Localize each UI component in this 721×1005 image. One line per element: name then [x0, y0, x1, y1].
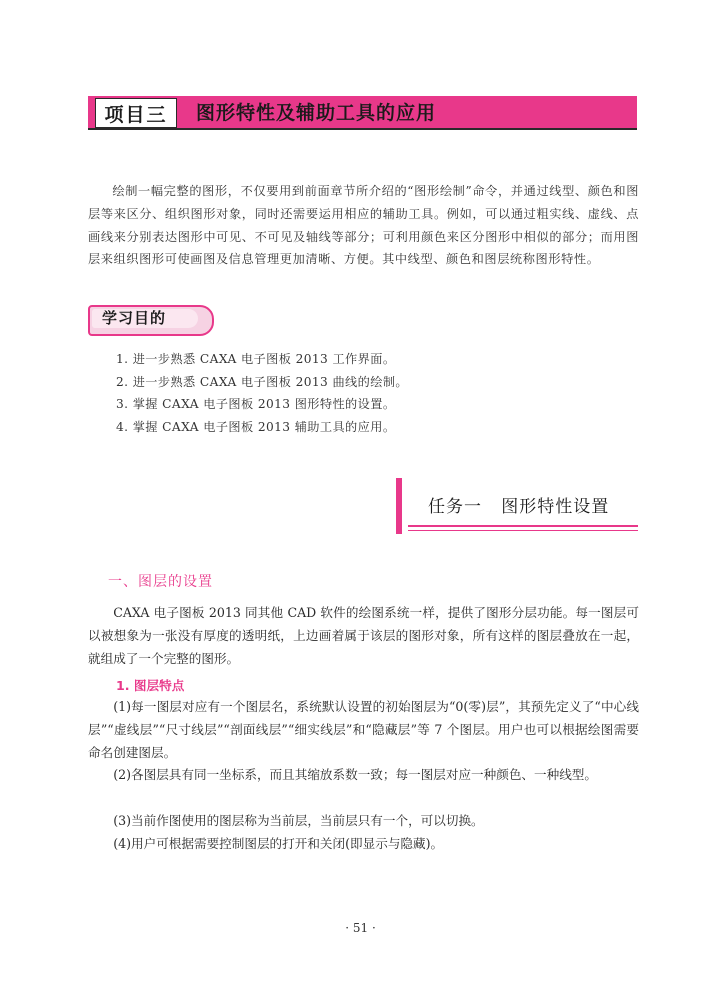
point-1: (1)每一图层对应有一个图层名，系统默认设置的初始图层为“0(零)层”，其预先定义了“中心线层”“虚线层”“尺寸线层”“剖面线层”“细实线层”和“隐藏层”等 7 个图层。用户也可以根据绘图需要命名创建图层。 [88, 699, 639, 760]
task-title: 任务一 图形特性设置 [428, 497, 610, 517]
objective-item: 3. 掌握 CAXA 电子图板 2013 图形特性的设置。 [116, 397, 396, 412]
task-accent-bar [396, 478, 402, 534]
point-3: (3)当前作图使用的图层称为当前层，当前层只有一个，可以切换。 [113, 813, 484, 828]
objective-item: 4. 掌握 CAXA 电子图板 2013 辅助工具的应用。 [116, 419, 396, 434]
point-4: (4)用户可根据需要控制图层的打开和关闭(即显示与隐藏)。 [113, 836, 444, 851]
objectives-list [116, 348, 408, 438]
page-number: · 51 · [345, 921, 376, 935]
section-paragraph: CAXA 电子图板 2013 同其他 CAD 软件的绘图系统一样，提供了图形分层功能。每一图层可以被想象为一张没有厚度的透明纸，上边画着属于该层的图形对象，所有这样的图层叠放在一起，就组成了一个完整的图形。 [88, 605, 639, 666]
intro-paragraph: 绘制一幅完整的图形，不仅要用到前面章节所介绍的“图形绘制”命令，并通过线型、颜色和图层等来区分、组织图形对象，同时还需要运用相应的辅助工具。例如，可以通过粗实线、虚线、点画线来分别表达图形中可见、不可见及轴线等部分；可利用颜色来区分图形中相似的部分；而用图层来组织图形可使画图及信息管理更加清晰、方便。其中线型、颜色和图层统称图形特性。 [88, 184, 639, 267]
point-2: (2)各图层具有同一坐标系，而且其缩放系数一致；每一图层对应一种颜色、一种线型。 [113, 767, 597, 782]
project-title: 图形特性及辅助工具的应用 [196, 102, 437, 124]
section-heading: 一、图层的设置 [108, 574, 213, 590]
subsection-heading: 1. 图层特点 [116, 678, 185, 693]
objective-item: 1. 进一步熟悉 CAXA 电子图板 2013 工作界面。 [116, 352, 396, 366]
task-underline-thin [408, 530, 638, 531]
objectives-label: 学习目的 [102, 309, 167, 327]
task-underline [408, 525, 638, 527]
project-number-badge: 项目三 [95, 98, 177, 128]
objective-item: 2. 进一步熟悉 CAXA 电子图板 2013 曲线的绘制。 [116, 374, 408, 389]
